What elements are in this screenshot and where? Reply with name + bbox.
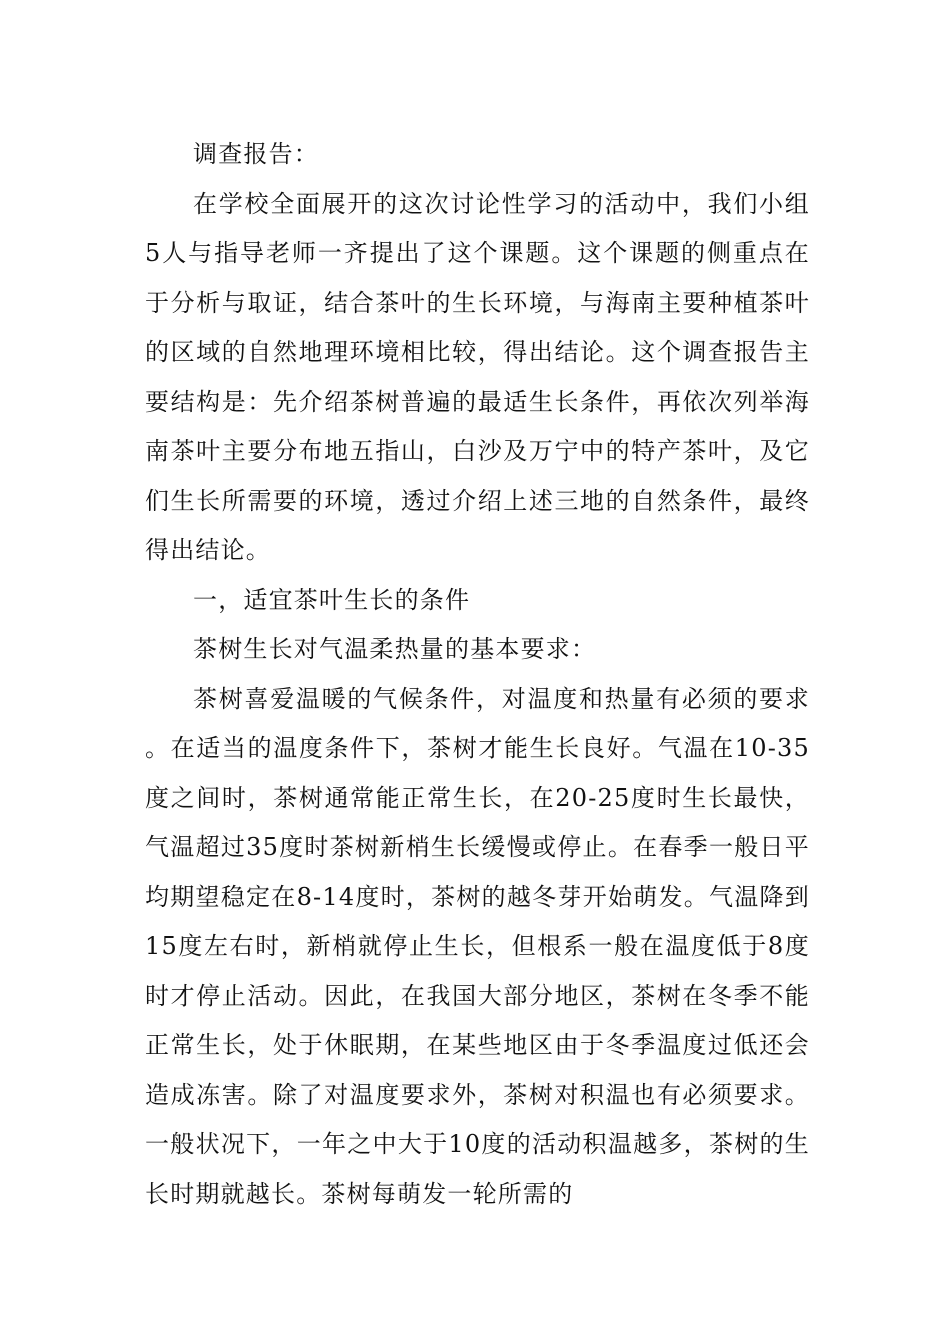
section-heading-conditions: 一，适宜茶叶生长的条件 <box>193 585 471 614</box>
heading-survey-report: 调查报告： <box>193 140 319 168</box>
subheading-temperature: 茶树生长对气温柔热量的基本要求： <box>193 635 597 663</box>
paragraph-temperature: 茶树喜爱温暖的气候条件，对温度和热量有必须的要求。在适当的温度条件下，茶树才能生长良好。气温在10-35度之间时，茶树通常能正常生长，在20-25度时生长最快，气温超过35度时茶树新梢生长缓慢或停止。在春季一般日平均期望稳定在8-14度时，茶树的越冬芽开始萌发。气温降到15度左右时，新梢就停止生长，但根系一般在温度低于8度时才停止活动。因此，在我国大部分地区，茶树在冬季不能正常生长，处于休眠期，在某些地区由于冬季温度过低还会造成冻害。除了对温度要求外，茶树对积温也有必须要求。一般状况下，一年之中大于10度的活动积温越多，茶树的生长时期就越长。茶树每萌发一轮所需的 <box>145 684 810 1208</box>
paragraph-introduction: 在学校全面展开的这次讨论性学习的活动中，我们小组5人与指导老师一齐提出了这个课题。这个课题的侧重点在于分析与取证，结合茶叶的生长环境，与海南主要种植茶叶的区域的自然地理环境相比较，得出结论。这个调查报告主要结构是：先介绍茶树普遍的最适生长条件，再依次列举海南茶叶主要分布地五指山，白沙及万宁中的特产茶叶，及它们生长所需要的环境，透过介绍上述三地的自然条件，最终得出结论。 <box>145 189 810 564</box>
document-body <box>145 130 810 1219</box>
